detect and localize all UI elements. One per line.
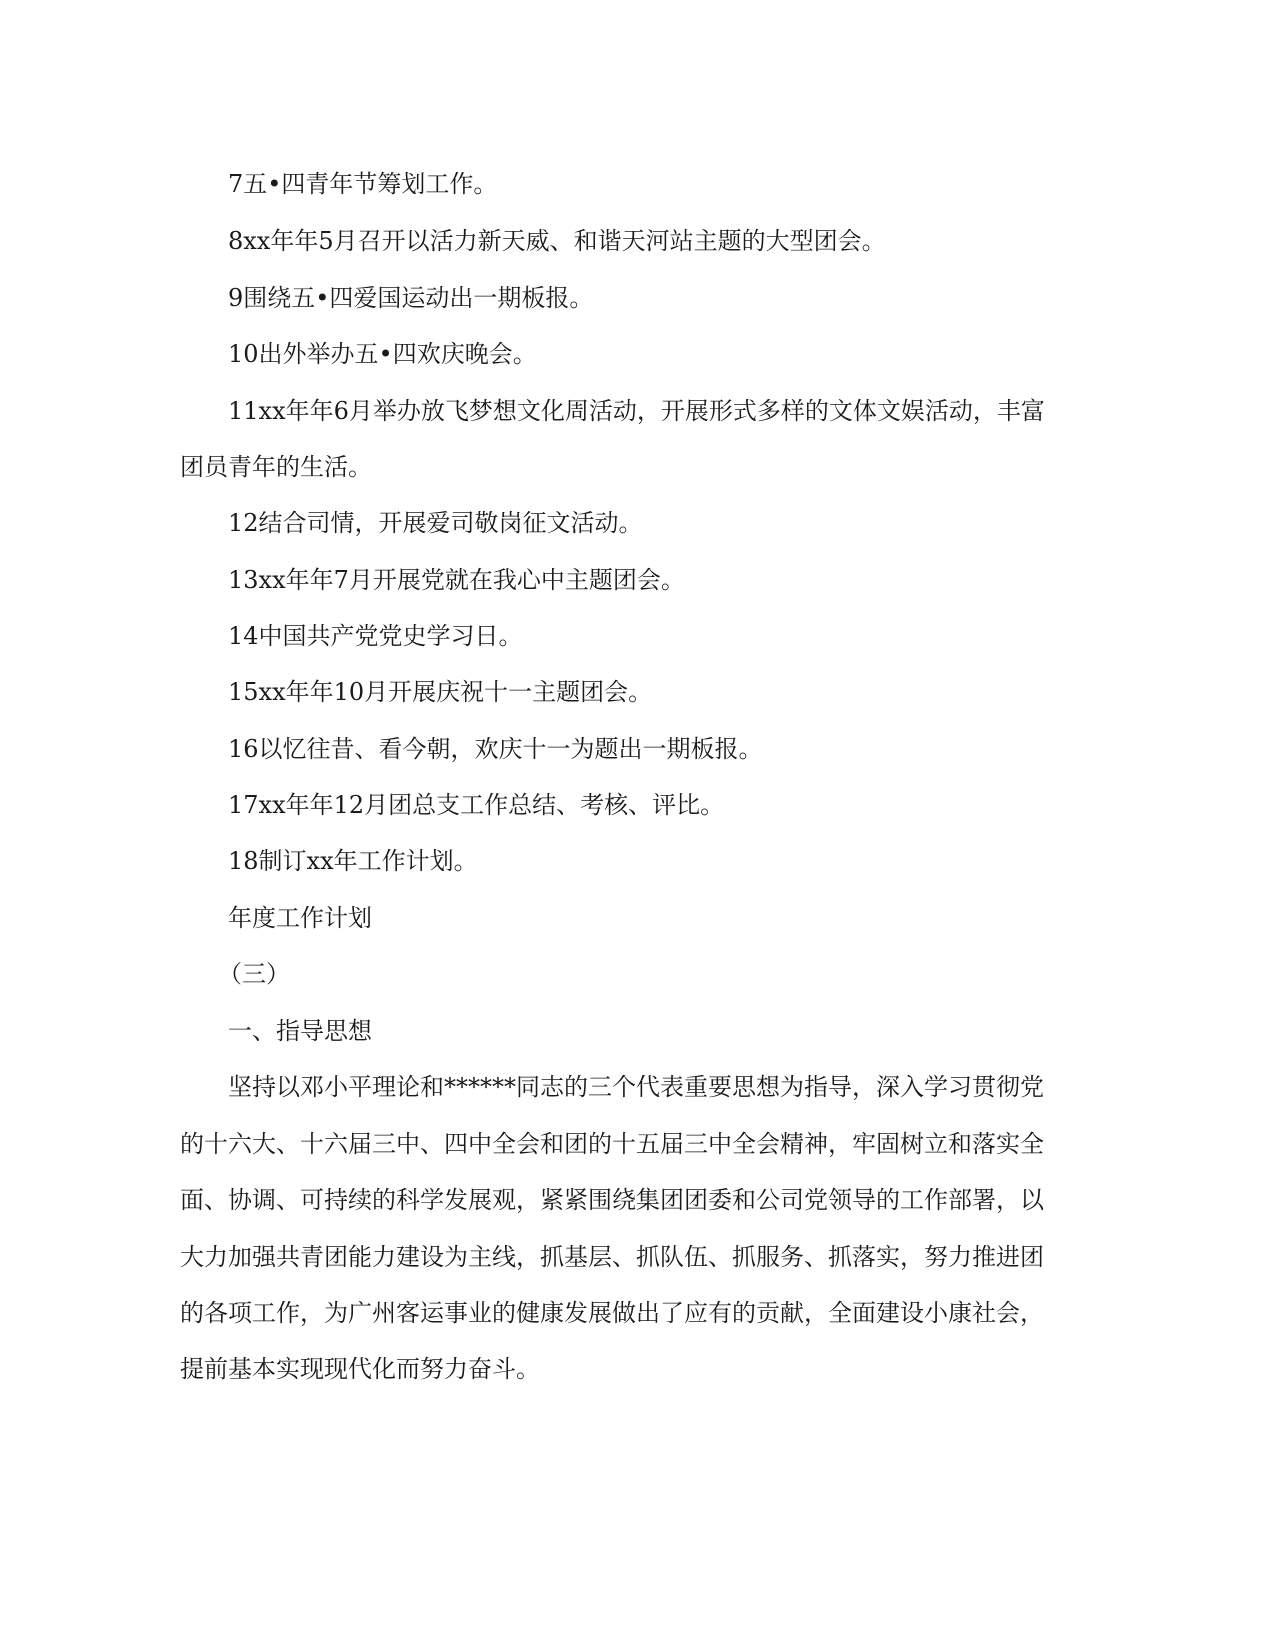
list-item: 9围绕五•四爱国运动出一期板报。 <box>228 284 594 312</box>
paragraph-line: 坚持以邓小平理论和******同志的三个代表重要思想为指导，深入学习贯彻党 <box>228 1073 1044 1101</box>
list-item-continuation: 团员青年的生活。 <box>180 453 372 481</box>
list-item: 18制订xx年工作计划。 <box>228 847 478 875</box>
list-item: 10出外举办五•四欢庆晚会。 <box>228 340 537 368</box>
list-item: 14中国共产党党史学习日。 <box>228 622 523 650</box>
list-item: 13xx年年7月开展党就在我心中主题团会。 <box>228 566 685 594</box>
section-heading: 年度工作计划 <box>228 904 372 932</box>
paragraph-line: 的十六大、十六届三中、四中全会和团的十五届三中全会精神，牢固树立和落实全 <box>180 1130 1044 1158</box>
list-item: 17xx年年12月团总支工作总结、考核、评比。 <box>228 791 725 819</box>
paragraph-line: 提前基本实现现代化而努力奋斗。 <box>180 1355 540 1383</box>
paragraph-line: 面、协调、可持续的科学发展观，紧紧围绕集团团委和公司党领导的工作部署，以 <box>180 1186 1044 1214</box>
paragraph-line: 的各项工作，为广州客运事业的健康发展做出了应有的贡献，全面建设小康社会， <box>180 1299 1044 1327</box>
section-number: （三） <box>218 960 290 988</box>
list-item: 12结合司情，开展爱司敬岗征文活动。 <box>228 509 643 537</box>
subheading: 一、指导思想 <box>228 1017 372 1045</box>
list-item: 16以忆往昔、看今朝，欢庆十一为题出一期板报。 <box>228 735 763 763</box>
paragraph-line: 大力加强共青团能力建设为主线，抓基层、抓队伍、抓服务、抓落实，努力推进团 <box>180 1243 1044 1271</box>
list-item: 11xx年年6月举办放飞梦想文化周活动，开展形式多样的文体文娱活动，丰富 <box>228 397 1045 425</box>
list-item: 8xx年年5月召开以活力新天威、和谐天河站主题的大型团会。 <box>228 227 886 255</box>
list-item: 15xx年年10月开展庆祝十一主题团会。 <box>228 678 653 706</box>
list-item: 7五•四青年节筹划工作。 <box>228 170 498 198</box>
